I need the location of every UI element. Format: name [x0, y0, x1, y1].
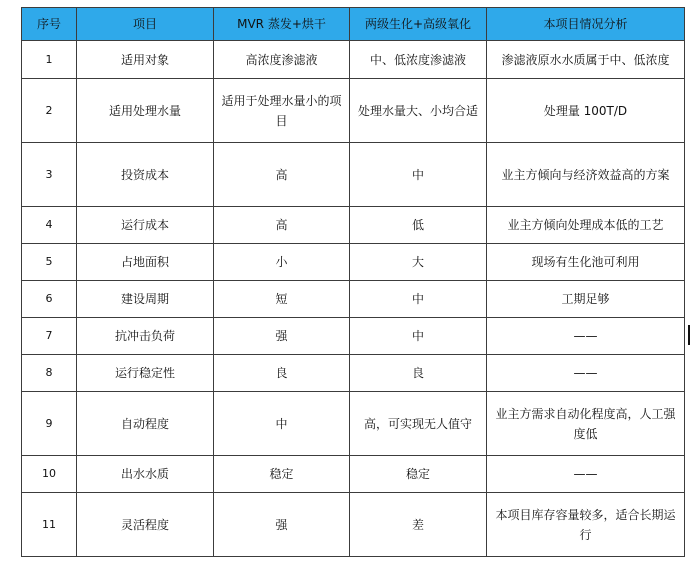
- header-item: 项目: [77, 8, 214, 41]
- cell-item: 投资成本: [77, 143, 214, 207]
- cell-mvr: 稳定: [214, 456, 350, 493]
- table-row: [22, 207, 685, 244]
- cell-index: 6: [22, 281, 77, 318]
- cell-mvr: 高: [214, 143, 350, 207]
- table-row: [22, 79, 685, 143]
- cell-index: 8: [22, 355, 77, 392]
- cell-biochem: 高，可实现无人值守: [350, 392, 487, 456]
- cell-analysis: 工期足够: [487, 281, 685, 318]
- cell-analysis: 业主方需求自动化程度高，人工强度低: [487, 392, 685, 456]
- table-row: [22, 318, 685, 355]
- table-row: [22, 281, 685, 318]
- cell-index: 1: [22, 41, 77, 79]
- cell-biochem: 中、低浓度渗滤液: [350, 41, 487, 79]
- table-row: [22, 355, 685, 392]
- cell-biochem: 低: [350, 207, 487, 244]
- cell-item: 自动程度: [77, 392, 214, 456]
- cell-item: 适用对象: [77, 41, 214, 79]
- cell-index: 4: [22, 207, 77, 244]
- cell-biochem: 中: [350, 143, 487, 207]
- cell-analysis: ——: [487, 318, 685, 355]
- table-row: [22, 456, 685, 493]
- cell-index: 10: [22, 456, 77, 493]
- cell-item: 建设周期: [77, 281, 214, 318]
- cell-biochem: 良: [350, 355, 487, 392]
- table-row: [22, 41, 685, 79]
- cell-index: 3: [22, 143, 77, 207]
- cell-index: 2: [22, 79, 77, 143]
- cell-index: 7: [22, 318, 77, 355]
- cell-item: 运行成本: [77, 207, 214, 244]
- header-index: 序号: [22, 8, 77, 41]
- cell-index: 9: [22, 392, 77, 456]
- header-analysis: 本项目情况分析: [487, 8, 685, 41]
- cell-item: 抗冲击负荷: [77, 318, 214, 355]
- comparison-table: [21, 7, 685, 557]
- cell-analysis: ——: [487, 456, 685, 493]
- cell-analysis: 处理量 100T/D: [487, 79, 685, 143]
- cell-item: 出水水质: [77, 456, 214, 493]
- cell-mvr: 中: [214, 392, 350, 456]
- table-row: [22, 392, 685, 456]
- cell-index: 11: [22, 493, 77, 557]
- cell-mvr: 良: [214, 355, 350, 392]
- cell-item: 适用处理水量: [77, 79, 214, 143]
- table-row: [22, 493, 685, 557]
- cell-analysis: 渗滤液原水水质属于中、低浓度: [487, 41, 685, 79]
- table-row: [22, 244, 685, 281]
- table-body: [22, 41, 685, 557]
- cell-analysis: 业主方倾向与经济效益高的方案: [487, 143, 685, 207]
- cell-biochem: 中: [350, 318, 487, 355]
- table-header: [22, 8, 685, 41]
- cell-item: 占地面积: [77, 244, 214, 281]
- cell-biochem: 大: [350, 244, 487, 281]
- table-row: [22, 143, 685, 207]
- cell-mvr: 短: [214, 281, 350, 318]
- cell-analysis: 本项目库存容量较多，适合长期运行: [487, 493, 685, 557]
- cell-analysis: 现场有生化池可利用: [487, 244, 685, 281]
- cell-biochem: 处理水量大、小均合适: [350, 79, 487, 143]
- header-mvr: MVR 蒸发+烘干: [214, 8, 350, 41]
- cell-mvr: 小: [214, 244, 350, 281]
- cell-biochem: 稳定: [350, 456, 487, 493]
- cell-biochem: 中: [350, 281, 487, 318]
- header-biochem: 两级生化+高级氧化: [350, 8, 487, 41]
- cell-analysis: ——: [487, 355, 685, 392]
- cell-index: 5: [22, 244, 77, 281]
- text-cursor: [688, 325, 690, 345]
- cell-mvr: 高浓度渗滤液: [214, 41, 350, 79]
- cell-item: 灵活程度: [77, 493, 214, 557]
- cell-item: 运行稳定性: [77, 355, 214, 392]
- cell-analysis: 业主方倾向处理成本低的工艺: [487, 207, 685, 244]
- header-row: [22, 8, 685, 41]
- cell-mvr: 强: [214, 493, 350, 557]
- cell-mvr: 高: [214, 207, 350, 244]
- cell-mvr: 适用于处理水量小的项目: [214, 79, 350, 143]
- cell-mvr: 强: [214, 318, 350, 355]
- cell-biochem: 差: [350, 493, 487, 557]
